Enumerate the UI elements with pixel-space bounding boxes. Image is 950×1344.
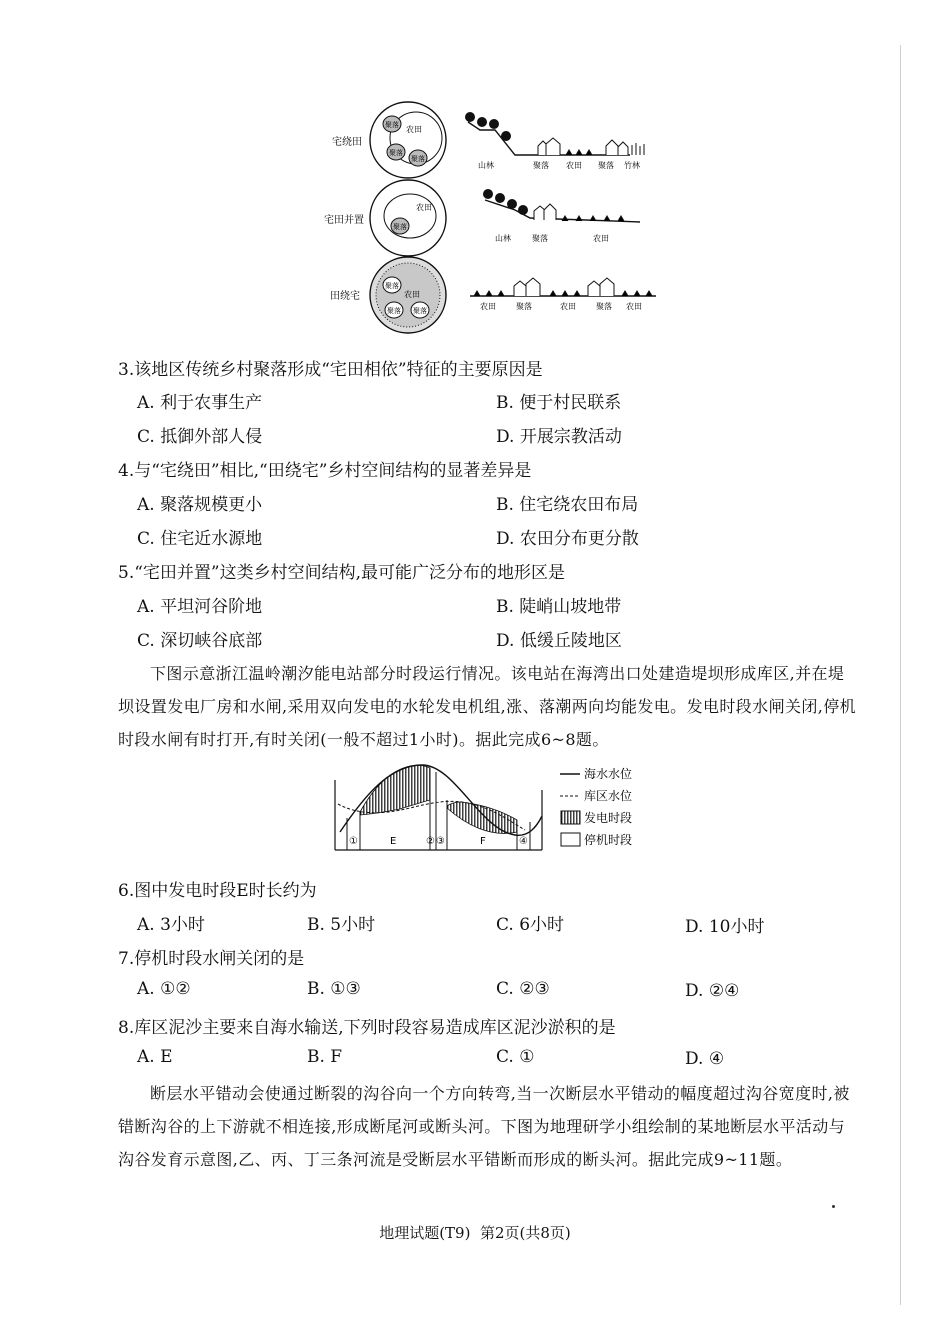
q7-option-a[interactable]: A. ①②: [137, 979, 191, 999]
row-label-1: 宅绕田: [332, 137, 362, 148]
legend-generating: 发电时段: [584, 811, 633, 825]
row1-profile-2: 聚落: [533, 161, 549, 170]
row1-inner-4: 聚落: [411, 155, 425, 163]
q4-option-d[interactable]: D. 农田分布更分散: [496, 529, 639, 549]
q6-option-b[interactable]: B. 5小时: [307, 915, 376, 935]
row1-inner-3: 聚落: [389, 149, 403, 157]
q5-option-b[interactable]: B. 陡峭山坡地带: [496, 597, 622, 617]
q4-option-c[interactable]: C. 住宅近水源地: [137, 529, 263, 549]
segment-2: ②: [426, 836, 435, 847]
q3-option-a[interactable]: A. 利于农事生产: [137, 393, 263, 413]
q3-option-b[interactable]: B. 便于村民联系: [496, 393, 622, 413]
q8-option-d[interactable]: D. ④: [685, 1049, 725, 1069]
segment-3: ③: [436, 836, 445, 847]
row3-profile-3: 农田: [560, 302, 576, 311]
q7-option-c[interactable]: C. ②③: [496, 979, 550, 999]
stray-dot: [832, 1205, 835, 1208]
row2-profile-1: 山林: [495, 234, 511, 243]
legend-reservoir-level: 库区水位: [584, 789, 633, 803]
row1-inner-2: 聚落: [385, 121, 399, 129]
q8-option-a[interactable]: A. E: [137, 1047, 173, 1067]
page-edge-line: [900, 45, 901, 1305]
q5-stem: 5.“宅田并置”这类乡村空间结构,最可能广泛分布的地形区是: [118, 563, 566, 583]
q6-option-a[interactable]: A. 3小时: [137, 915, 205, 935]
segment-4: ④: [519, 836, 528, 847]
row1-profile-4: 聚落: [598, 161, 614, 170]
row2-profile-3: 农田: [593, 234, 609, 243]
row3-inner-3: 聚落: [387, 307, 401, 315]
row1-profile-3: 农田: [566, 161, 582, 170]
q7-option-b[interactable]: B. ①③: [307, 979, 361, 999]
q6-option-c[interactable]: C. 6小时: [496, 915, 565, 935]
q3-option-d[interactable]: D. 开展宗教活动: [496, 427, 622, 447]
row3-inner-4: 聚落: [413, 307, 427, 315]
row3-profile-5: 农田: [626, 302, 642, 311]
legend-sea-level: 海水水位: [584, 767, 633, 781]
row3-inner-1: 农田: [404, 290, 420, 299]
q8-option-b[interactable]: B. F: [307, 1047, 343, 1067]
q5-option-c[interactable]: C. 深切峡谷底部: [137, 631, 263, 651]
row-label-3: 田绕宅: [330, 291, 360, 302]
row2-inner-1: 农田: [416, 203, 432, 212]
row3-inner-2: 聚落: [385, 282, 399, 290]
page-footer: 地理试题(T9) 第2页(共8页): [379, 1224, 571, 1242]
segment-e: E: [390, 836, 397, 847]
intro-fault-rivers: 断层水平错动会使通过断裂的沟谷向一个方向转弯,当一次断层水平错动的幅度超过沟谷宽度时,被错断沟谷的上下游就不相连接,形成断尾河或断头河。下图为地理研学小组绘制的某地断层水平活动与沟谷发育示意图,乙、丙、丁三条河流是受断层水平错断而形成的断头河。据此完成9~11题。: [118, 1084, 850, 1169]
legend-stopped: 停机时段: [584, 833, 633, 847]
q3-option-c[interactable]: C. 抵御外部人侵: [137, 427, 263, 447]
q5-option-a[interactable]: A. 平坦河谷阶地: [137, 597, 263, 617]
row-label-2: 宅田并置: [324, 215, 364, 226]
q4-option-a[interactable]: A. 聚落规模更小: [137, 495, 263, 515]
q5-option-d[interactable]: D. 低缓丘陵地区: [496, 631, 622, 651]
tidal-operation-figure: [330, 760, 650, 855]
q8-stem: 8.库区泥沙主要来自海水输送,下列时段容易造成库区泥沙淤积的是: [118, 1018, 616, 1038]
row1-profile-5: 竹林: [624, 161, 640, 170]
q7-option-d[interactable]: D. ②④: [685, 981, 740, 1001]
row2-inner-2: 聚落: [393, 223, 407, 231]
q3-stem: 3.该地区传统乡村聚落形成“宅田相依”特征的主要原因是: [118, 360, 543, 380]
q4-option-b[interactable]: B. 住宅绕农田布局: [496, 495, 639, 515]
q7-stem: 7.停机时段水闸关闭的是: [118, 949, 305, 969]
settlement-pattern-figure: [320, 100, 665, 335]
segment-1: ①: [349, 836, 358, 847]
intro-tidal-power: 下图示意浙江温岭潮汐能电站部分时段运行情况。该电站在海湾出口处建造堤坝形成库区,并在堤坝设置发电厂房和水闸,采用双向发电的水轮发电机组,涨、落潮两向均能发电。发电时段水闸关闭,停机时段水闸有时打开,有时关闭(一般不超过1小时)。据此完成6~8题。: [118, 664, 857, 749]
row1-profile-1: 山林: [478, 161, 494, 170]
q6-stem: 6.图中发电时段E时长约为: [118, 881, 317, 901]
q4-stem: 4.与“宅绕田”相比,“田绕宅”乡村空间结构的显著差异是: [118, 461, 532, 481]
row3-profile-1: 农田: [480, 302, 496, 311]
row1-inner-1: 农田: [406, 125, 422, 134]
segment-f: F: [480, 836, 486, 847]
row3-profile-4: 聚落: [596, 302, 612, 311]
row3-profile-2: 聚落: [516, 302, 532, 311]
q6-option-d[interactable]: D. 10小时: [685, 917, 765, 937]
q8-option-c[interactable]: C. ①: [496, 1047, 535, 1067]
row2-profile-2: 聚落: [532, 234, 548, 243]
